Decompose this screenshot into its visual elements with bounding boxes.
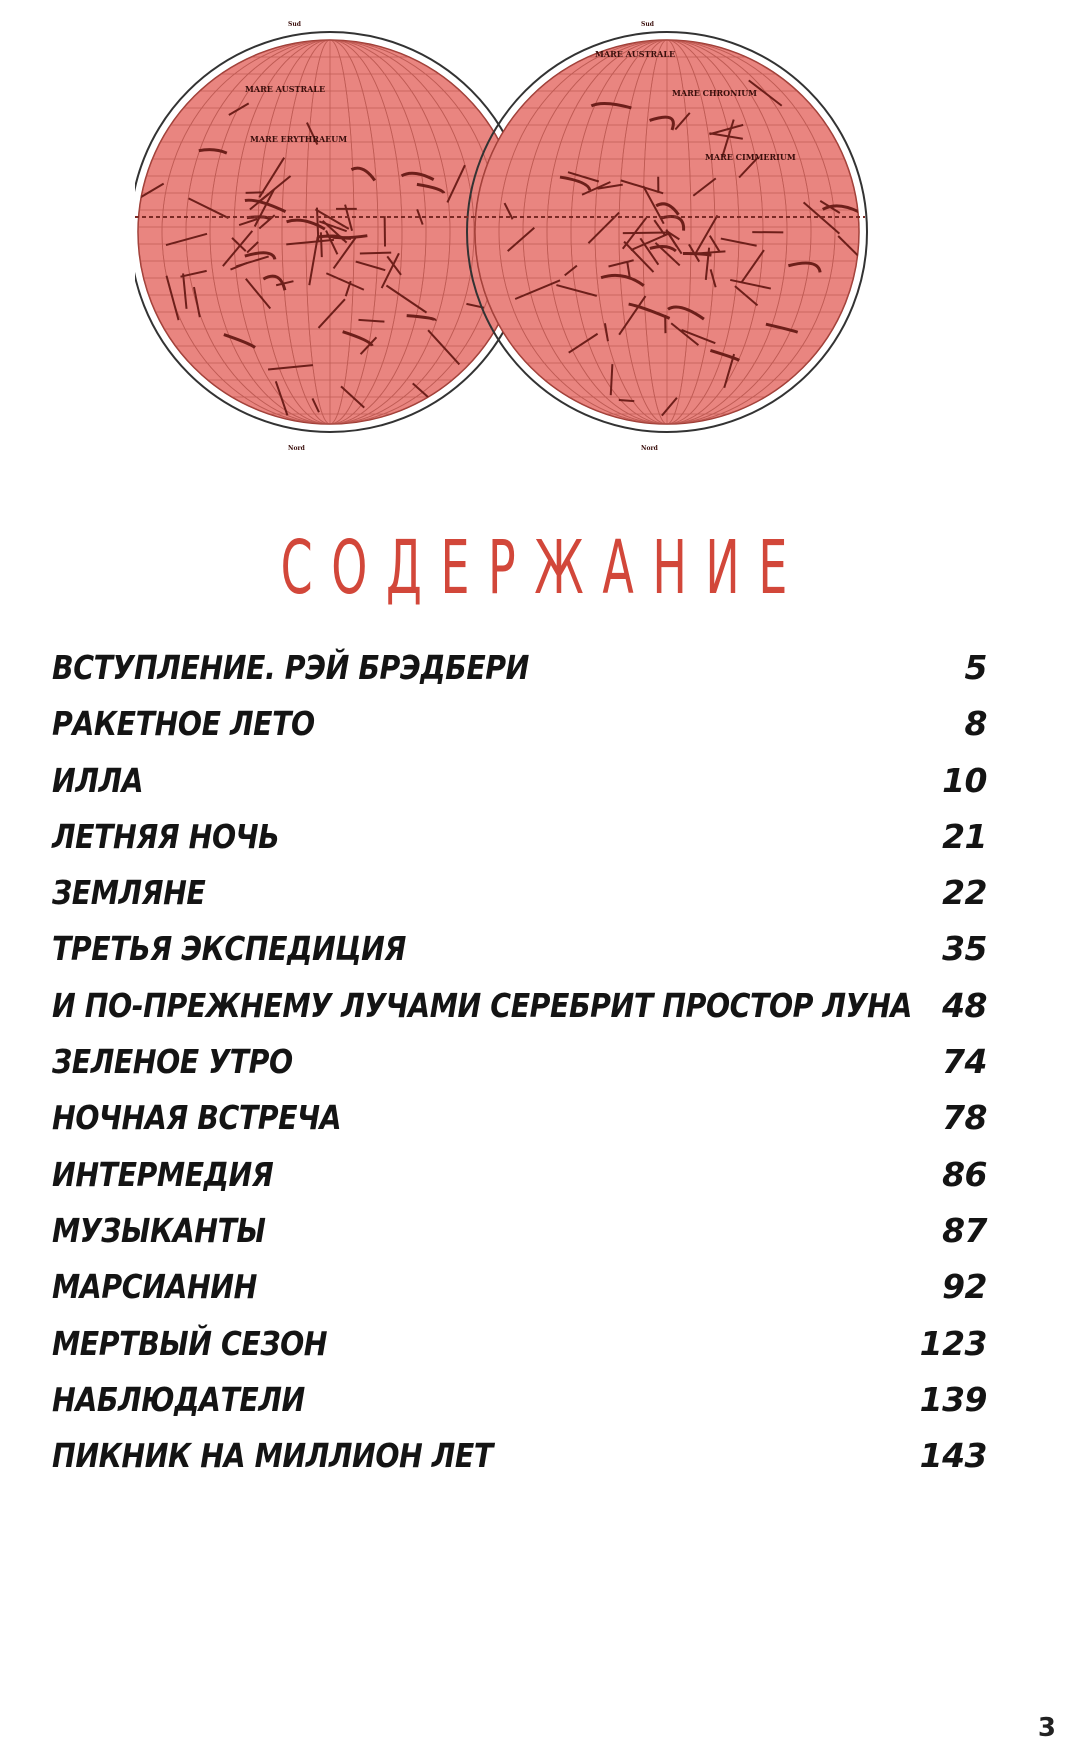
page-number: 3 <box>1037 1713 1056 1743</box>
toc-entry[interactable] <box>52 1259 987 1315</box>
toc-entry-title: ТРЕТЬЯ ЭКСПЕДИЦИЯ <box>52 929 406 969</box>
toc-entry[interactable] <box>52 1372 987 1428</box>
toc-entry-title: И ПО-ПРЕЖНЕМУ ЛУЧАМИ СЕРЕБРИТ ПРОСТОР ЛУНА <box>52 985 912 1025</box>
toc-entry-page: 143 <box>919 1436 987 1476</box>
contents-heading: СОДЕРЖАНИЕ <box>280 525 806 611</box>
toc-entry-page: 92 <box>942 1267 987 1307</box>
map-label: MARE CIMMERIUM <box>705 152 796 162</box>
table-of-contents <box>52 640 987 1484</box>
toc-entry-page: 87 <box>942 1210 987 1250</box>
toc-entry-page: 5 <box>964 648 987 687</box>
map-label: MARE CHRONIUM <box>672 88 758 98</box>
toc-entry-page: 48 <box>942 985 987 1025</box>
toc-entry-title: ЛЕТНЯЯ НОЧЬ <box>52 816 280 856</box>
toc-entry[interactable] <box>52 1090 987 1146</box>
toc-entry-page: 35 <box>942 929 987 969</box>
toc-entry-title: РАКЕТНОЕ ЛЕТО <box>52 704 315 744</box>
toc-entry[interactable] <box>52 809 987 865</box>
toc-entry-title: ПИКНИК НА МИЛЛИОН ЛЕТ <box>52 1436 493 1476</box>
toc-entry-page: 78 <box>942 1098 987 1138</box>
toc-entry[interactable] <box>52 696 987 752</box>
toc-entry[interactable] <box>52 921 987 977</box>
map-label: Sud <box>288 21 301 28</box>
map-label: Sud <box>641 21 654 28</box>
toc-entry[interactable] <box>52 1428 987 1484</box>
toc-entry[interactable] <box>52 1034 987 1090</box>
map-label: Nord <box>641 445 658 452</box>
toc-entry-page: 10 <box>942 760 987 800</box>
left-hemisphere <box>135 30 530 434</box>
toc-entry[interactable] <box>52 640 987 696</box>
toc-entry-page: 123 <box>919 1323 987 1363</box>
toc-entry-title: МАРСИАНИН <box>52 1267 257 1307</box>
mars-hemispheres-map <box>135 10 935 455</box>
toc-entry[interactable] <box>52 1316 987 1372</box>
toc-entry[interactable] <box>52 1147 987 1203</box>
toc-entry-title: НАБЛЮДАТЕЛИ <box>52 1379 305 1419</box>
map-label: MARE AUSTRALE <box>595 49 676 59</box>
toc-entry-page: 22 <box>942 873 987 913</box>
toc-entry-page: 139 <box>919 1379 987 1419</box>
toc-entry[interactable] <box>52 978 987 1034</box>
toc-entry[interactable] <box>52 865 987 921</box>
right-hemisphere <box>467 30 867 434</box>
toc-entry-page: 74 <box>942 1042 987 1082</box>
toc-entry-title: ИНТЕРМЕДИЯ <box>52 1154 274 1194</box>
toc-entry-page: 8 <box>964 704 987 744</box>
toc-entry[interactable] <box>52 753 987 809</box>
toc-entry-title: ЗЕМЛЯНЕ <box>52 873 206 913</box>
toc-entry-page: 21 <box>942 816 987 856</box>
toc-entry-title: НОЧНАЯ ВСТРЕЧА <box>52 1098 342 1138</box>
toc-entry-title: ВСТУПЛЕНИЕ. РЭЙ БРЭДБЕРИ <box>52 648 530 687</box>
toc-entry-page: 86 <box>942 1154 987 1194</box>
toc-entry-title: МУЗЫКАНТЫ <box>52 1210 266 1250</box>
toc-entry-title: ЗЕЛЕНОЕ УТРО <box>52 1042 293 1082</box>
map-label: MARE AUSTRALE <box>245 84 326 94</box>
toc-entry-title: МЕРТВЫЙ СЕЗОН <box>52 1323 328 1363</box>
toc-entry[interactable] <box>52 1203 987 1259</box>
map-label: MARE ERYTHRAEUM <box>250 134 348 144</box>
toc-entry-title: ИЛЛА <box>52 760 144 800</box>
map-label: Nord <box>288 445 305 452</box>
